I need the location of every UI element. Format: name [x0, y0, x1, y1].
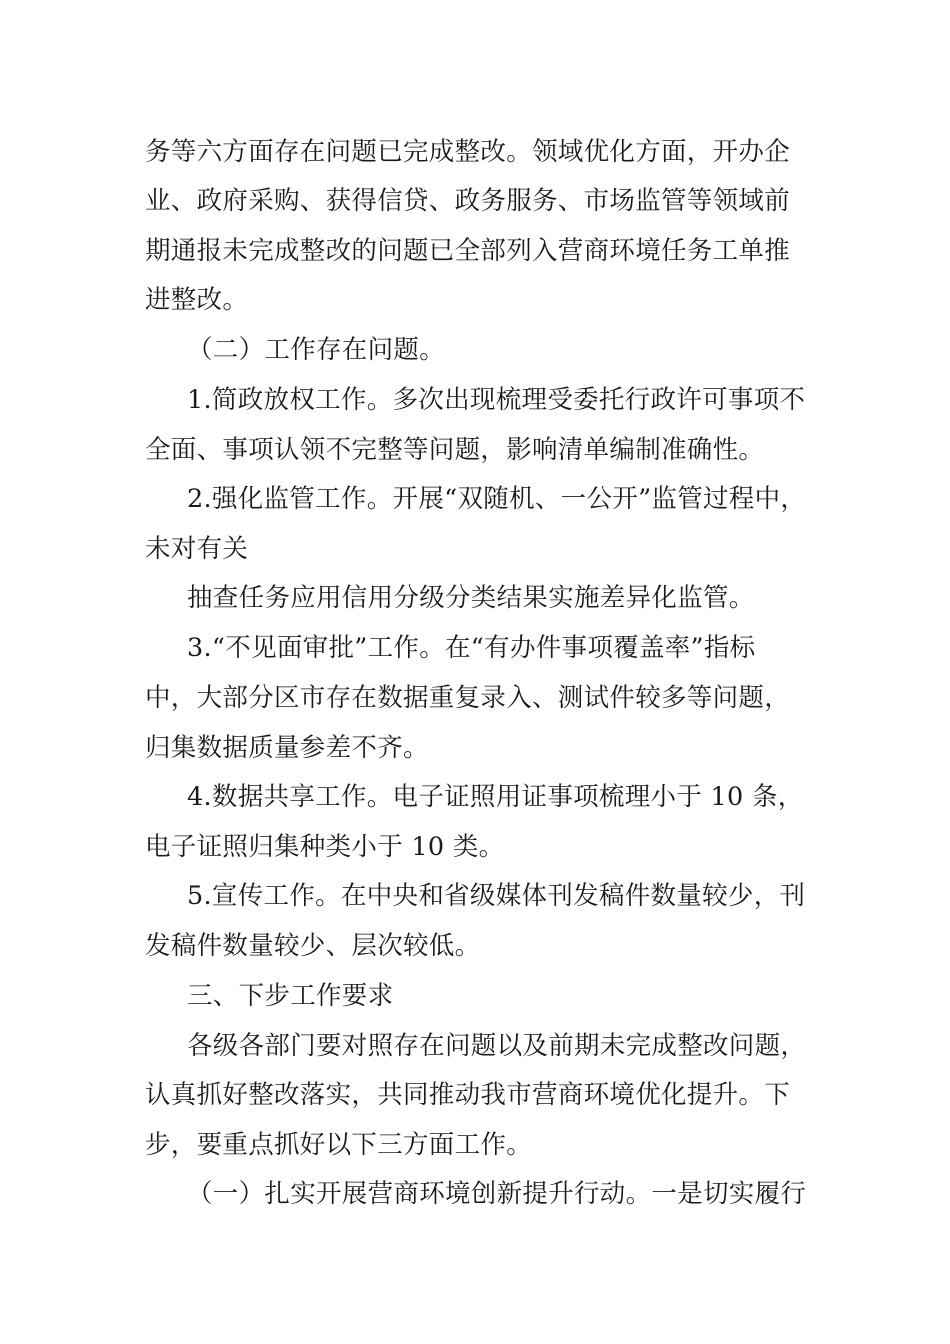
list-item: 4.数据共享工作。电子证照用证事项梳理小于 10 条， — [187, 782, 804, 812]
paragraph-line: 业、政府采购、获得信贷、政务服务、市场监管等领域前 — [145, 186, 791, 216]
paragraph-line: 各级各部门要对照存在问题以及前期未完成整改问题， — [187, 1031, 807, 1061]
list-item: 3.“不见面审批”工作。在“有办件事项覆盖率”指标 — [187, 633, 756, 663]
paragraph-line: 未对有关 — [145, 534, 249, 564]
list-item: 5.宣传工作。在中央和省级媒体刊发稿件数量较少，刊 — [187, 881, 806, 911]
paragraph-line: 期通报未完成整改的问题已全部列入营商环境任务工单推 — [145, 236, 791, 266]
list-item: 1.简政放权工作。多次出现梳理受委托行政许可事项不 — [187, 385, 806, 415]
paragraph-line: 归集数据质量参差不齐。 — [145, 733, 429, 763]
paragraph-line: 步，要重点抓好以下三方面工作。 — [145, 1130, 533, 1160]
paragraph-line: 发稿件数量较少、层次较低。 — [145, 931, 481, 961]
paragraph-line: 中，大部分区市存在数据重复录入、测试件较多等问题， — [145, 683, 791, 713]
section-heading: 三、下步工作要求 — [187, 981, 394, 1011]
paragraph-line: 全面、事项认领不完整等问题，影响清单编制准确性。 — [145, 435, 765, 465]
section-heading: （一）扎实开展营商环境创新提升行动。一是切实履行 — [187, 1179, 807, 1209]
paragraph-line: 电子证照归集种类小于 10 类。 — [145, 832, 505, 862]
section-heading: （二）工作存在问题。 — [187, 335, 446, 365]
paragraph-line: 务等六方面存在问题已完成整改。领域优化方面，开办企 — [145, 137, 791, 167]
list-item: 2.强化监管工作。开展“双随机、一公开”监管过程中， — [187, 484, 807, 514]
paragraph-line: 抽查任务应用信用分级分类结果实施差异化监管。 — [187, 583, 755, 613]
paragraph-line: 进整改。 — [145, 285, 249, 315]
paragraph-line: 认真抓好整改落实，共同推动我市营商环境优化提升。下 — [145, 1080, 791, 1110]
